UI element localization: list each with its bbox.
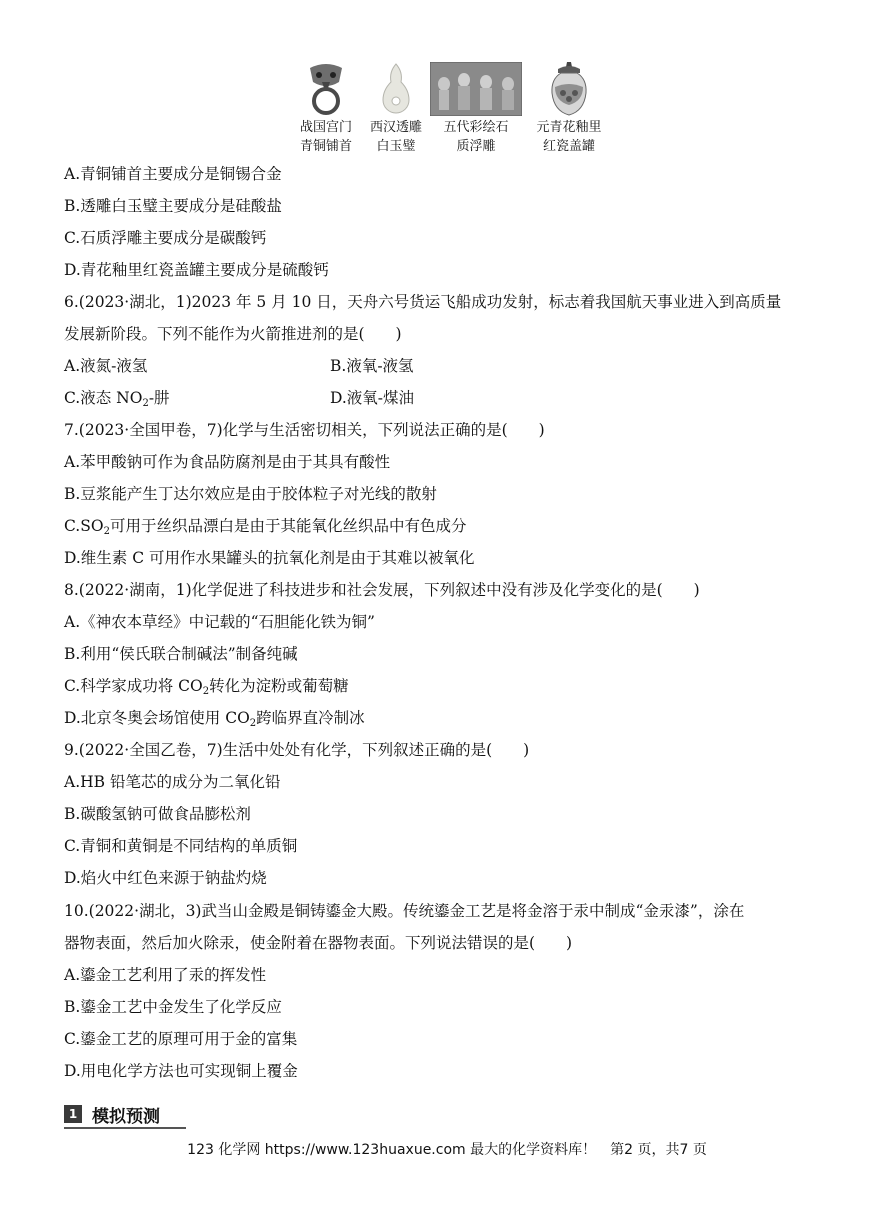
q8-stem: 8.(2022·湖南，1)化学促进了科技进步和社会发展，下列叙述中没有涉及化学变化的是( )	[64, 581, 700, 599]
q10-option-d: D.用电化学方法也可实现铜上覆金	[64, 1062, 298, 1080]
q6-option-a: A.液氮-液氢	[64, 357, 148, 375]
figure-bronze-knocker	[296, 62, 356, 156]
q7-option-a: A.苯甲酸钠可作为食品防腐剂是由于其具有酸性	[64, 453, 391, 471]
q9-option-b: B.碳酸氢钠可做食品膨松剂	[64, 805, 251, 823]
q5-option-b: B.透雕白玉璧主要成分是硅酸盐	[64, 197, 282, 215]
q5-option-a: A.青铜铺首主要成分是铜锡合金	[64, 165, 282, 183]
figure-caption: 元青花釉里 红瓷盖罐	[536, 120, 602, 154]
q6-stem-line2: 发展新阶段。下列不能作为火箭推进剂的是( )	[64, 325, 402, 343]
page-footer: 123 化学网 https://www.123huaxue.com 最大的化学资料库！ 第2 页，共7 页	[187, 1142, 707, 1158]
section-number-badge: 1	[64, 1105, 82, 1123]
section-title: 模拟预测	[92, 1106, 160, 1127]
q10-option-a: A.鎏金工艺利用了汞的挥发性	[64, 966, 267, 984]
artifact-figures	[296, 62, 616, 158]
figure-caption: 五代彩绘石 质浮雕	[443, 120, 509, 154]
q6-stem-line1: 6.(2023·湖北，1)2023 年 5 月 10 日，天舟六号货运飞船成功发射，标志着我国航天事业进入到高质量	[64, 293, 782, 311]
q8-option-c: C.科学家成功将 $CO_2$转化为淀粉或葡萄糖	[64, 677, 349, 697]
porcelain-jar-icon	[549, 61, 589, 117]
q5-option-c: C.石质浮雕主要成分是碳酸钙	[64, 229, 267, 247]
q7-stem: 7.(2023·全国甲卷，7)化学与生活密切相关，下列说法正确的是( )	[64, 421, 545, 439]
bronze-door-knocker-icon	[306, 62, 346, 116]
q8-option-d: D.北京冬奥会场馆使用 $CO_2$跨临界直冷制冰	[64, 709, 365, 729]
figure-caption: 战国宫门 青铜铺首	[299, 120, 352, 154]
q5-option-d: D.青花釉里红瓷盖罐主要成分是硫酸钙	[64, 261, 329, 279]
q8-option-b: B.利用“侯氏联合制碱法”制备纯碱	[64, 645, 298, 663]
q6-option-b: B.液氧-液氢	[330, 357, 414, 375]
q9-option-c: C.青铜和黄铜是不同结构的单质铜	[64, 837, 298, 855]
q8-option-a: A.《神农本草经》中记载的“石胆能化铁为铜”	[64, 613, 375, 631]
q7-option-c: $C.SO_2$可用于丝织品漂白是由于其能氧化丝织品中有色成分	[64, 517, 467, 537]
q6-option-d: D.液氧-煤油	[330, 389, 415, 407]
figure-jade-bi	[366, 62, 426, 156]
section-underline	[64, 1127, 186, 1129]
q6-option-c: C.液态 $NO_2-$肼	[64, 389, 170, 409]
stone-relief-icon	[430, 62, 522, 116]
jade-bi-disc-icon	[379, 62, 413, 116]
figure-caption: 西汉透雕 白玉璧	[369, 120, 422, 154]
q9-option-d: D.焰火中红色来源于钠盐灼烧	[64, 869, 267, 887]
q10-stem-line2: 器物表面，然后加火除汞，使金附着在器物表面。下列说法错误的是( )	[64, 934, 573, 952]
q10-option-b: B.鎏金工艺中金发生了化学反应	[64, 998, 282, 1016]
figure-stone-relief	[430, 62, 522, 156]
q9-stem: 9.(2022·全国乙卷，7)生活中处处有化学，下列叙述正确的是( )	[64, 741, 530, 759]
q9-option-a: A.HB 铅笔芯的成分为二氧化铅	[64, 773, 281, 791]
q10-stem-line1: 10.(2022·湖北，3)武当山金殿是铜铸鎏金大殿。传统鎏金工艺是将金溶于汞中制成“金汞漆”，涂在	[64, 902, 745, 920]
section-header	[64, 1102, 160, 1126]
figure-porcelain-jar	[532, 62, 606, 156]
q7-option-d: D.维生素 C 可用作水果罐头的抗氧化剂是由于其难以被氧化	[64, 549, 475, 567]
q10-option-c: C.鎏金工艺的原理可用于金的富集	[64, 1030, 298, 1048]
q7-option-b: B.豆浆能产生丁达尔效应是由于胶体粒子对光线的散射	[64, 485, 437, 503]
